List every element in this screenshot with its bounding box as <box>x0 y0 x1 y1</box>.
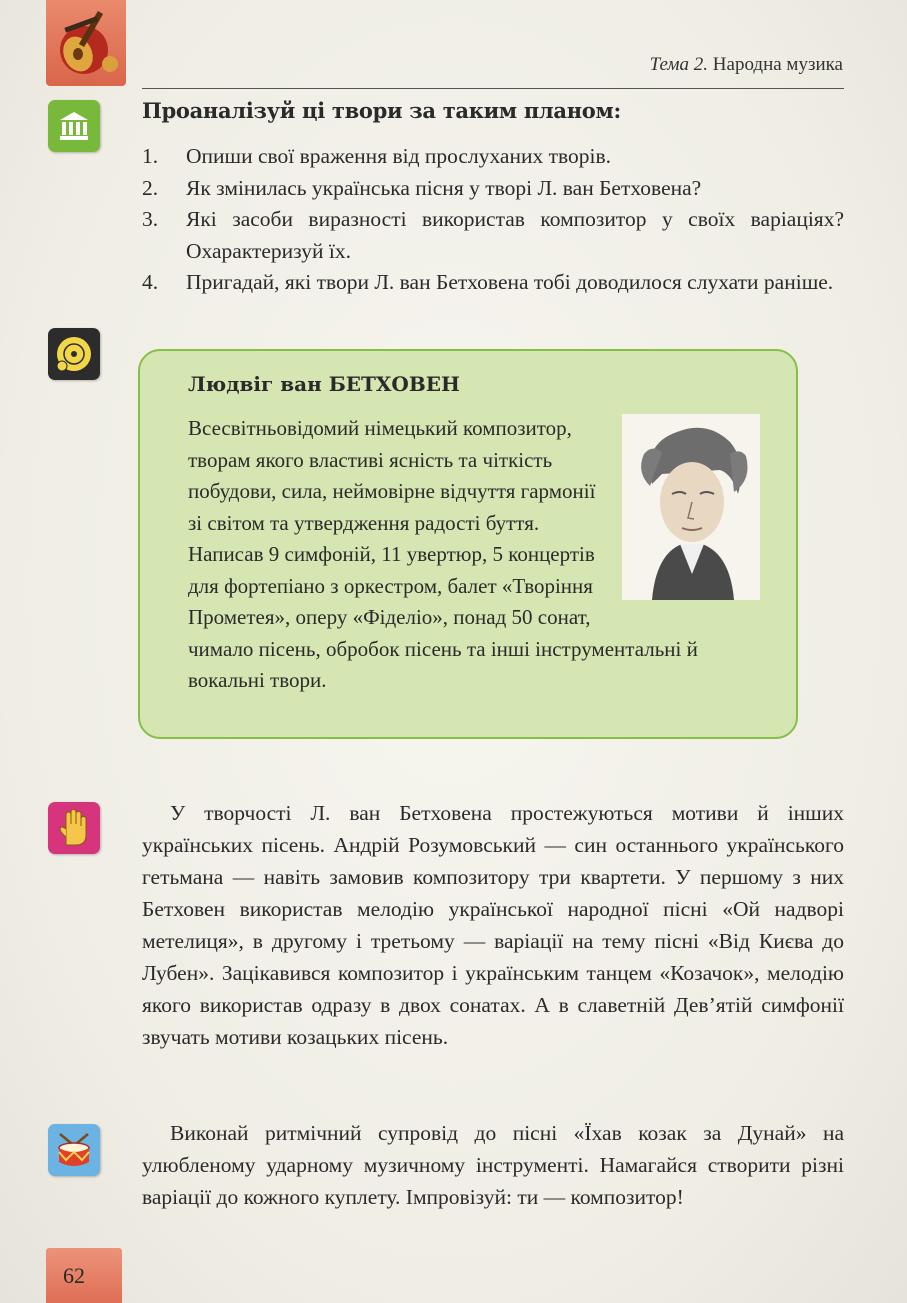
beethoven-portrait <box>622 414 760 600</box>
list-item-number: 4. <box>142 270 159 294</box>
header-divider <box>142 88 844 89</box>
musical-instruments-icon <box>50 4 124 82</box>
list-item-text: Які засоби виразності використав композитор у своїх варіаціях? Охарактеризуй їх. <box>186 207 844 263</box>
list-item-text: Як змінилась українська пісня у творі Л. ван Бетховена? <box>186 175 702 200</box>
topic-label: Тема 2. <box>649 54 709 75</box>
list-item-text: Пригадай, які твори Л. ван Бетховена тобі доводилося слухати раніше. <box>186 270 834 294</box>
list-item <box>142 173 844 205</box>
hand-icon <box>48 802 100 854</box>
practice-paragraph: Виконай ритмічний супровід до пісні «Їхав козак за Дунай» на улюбленому ударному музичному інструменті. Намагайся створити різні варіації до кожного куплету. Імпровізуй: ти — композитор! <box>142 1121 844 1209</box>
list-item <box>142 141 844 173</box>
list-item-text: Опиши свої враження від прослуханих творів. <box>186 144 612 168</box>
list-item-number: 2. <box>142 175 159 200</box>
disc-icon <box>48 328 100 380</box>
page-number: 62 <box>63 1263 85 1288</box>
topic-header <box>650 54 843 76</box>
task-list <box>142 141 844 299</box>
drum-icon <box>48 1124 100 1176</box>
list-item-number: 3. <box>142 207 159 231</box>
task-title: Проаналізуй ці твори за таким планом: <box>142 98 621 123</box>
museum-icon <box>48 100 100 152</box>
topic-name: Народна музика <box>712 54 843 75</box>
list-item-number: 1. <box>142 144 159 168</box>
list-item <box>142 204 844 267</box>
bio-body: Всесвітньовідомий німецький композитор, творам якого властиві ясність та чіткість побудови, сила, неймовірне відчуття гармонії зі світом та утвердження радості буття. Написав 9 симфоній, 11 увертюр, 5 концертів для фортепіано з оркестром, балет «Творіння Прометея», оперу «Фіделіо», понад 50 сонат, чимало пісень, обробок пісень та інші інструментальні й вокальні твори. <box>188 416 698 692</box>
list-item <box>142 267 844 299</box>
info-paragraph: У творчості Л. ван Бетховена простежуються мотиви й інших українських пісень. Андрій Розумовський — син останнього українського гетьмана — навіть замовив композитору три квартети. У першому з них Бетховен використав мелодію української народної пісні «Ой надворі метелиця», в другому і третьому — варіації на тему пісні «Від Києва до Лубен». Зацікавився композитор і українським танцем «Козачок», мелодію якого використав одразу в двох сонатах. А в славетній Дев’ятій симфонії звучать мотиви козацьких пісень. <box>142 801 844 1049</box>
bio-name: Людвіг ван БЕТХОВЕН <box>188 372 460 396</box>
